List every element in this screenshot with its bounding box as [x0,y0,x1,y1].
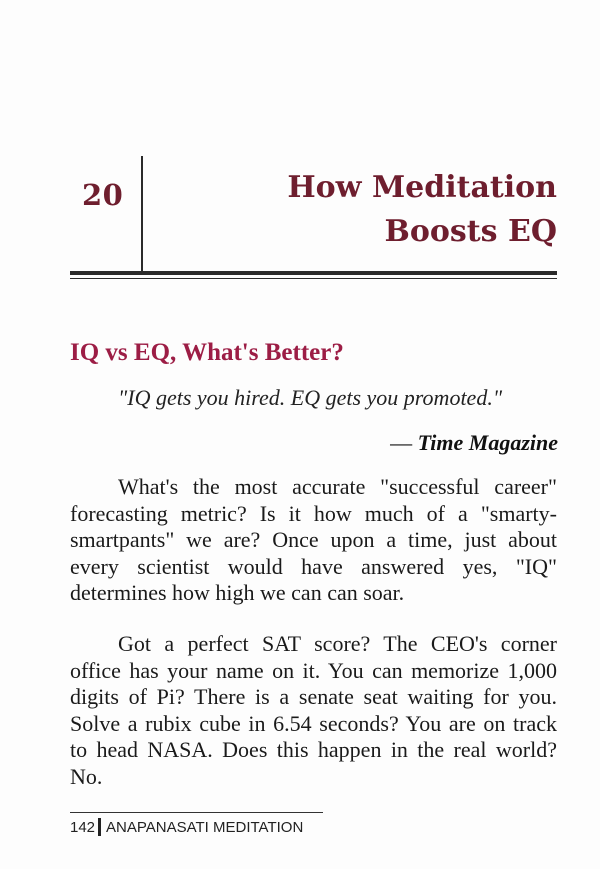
section-heading: IQ vs EQ, What's Better? [70,339,344,366]
epigraph-source: Time Magazine [417,430,558,455]
chapter-title [177,166,557,254]
chapter-divider [141,156,143,272]
page-footer [70,818,303,836]
running-title: ANAPANASATI MEDITATION [106,818,304,836]
chapter-title-line-2: Boosts EQ [384,214,557,249]
footer-separator [98,818,101,836]
body-paragraph-2: Got a perfect SAT score? The CEO's corner office has your name on it. You can memorize 1,000 digits of Pi? There is a senate seat waiting for you. Solve a rubix cube in 6.54 seconds? You are on track to head NASA. Does this happen in the real world? No. [70,631,557,789]
epigraph-dash: — [390,430,418,455]
epigraph-attribution [390,430,558,456]
body-paragraph-1: What's the most accurate "successful career" forecasting metric? Is it how much of a "smarty-smartpants" we are? Once upon a time, just about every scientist would have answered yes, "IQ" determines how high we can can soar. [70,474,557,605]
epigraph-quote: "IQ gets you hired. EQ gets you promoted." [118,385,503,410]
chapter-title-line-1: How Meditation [287,170,557,205]
footer-rule [70,812,323,813]
page-number: 142 [70,818,96,836]
header-rule-thin [70,278,557,279]
header-rule-thick [70,271,557,275]
chapter-number: 20 [82,178,124,212]
